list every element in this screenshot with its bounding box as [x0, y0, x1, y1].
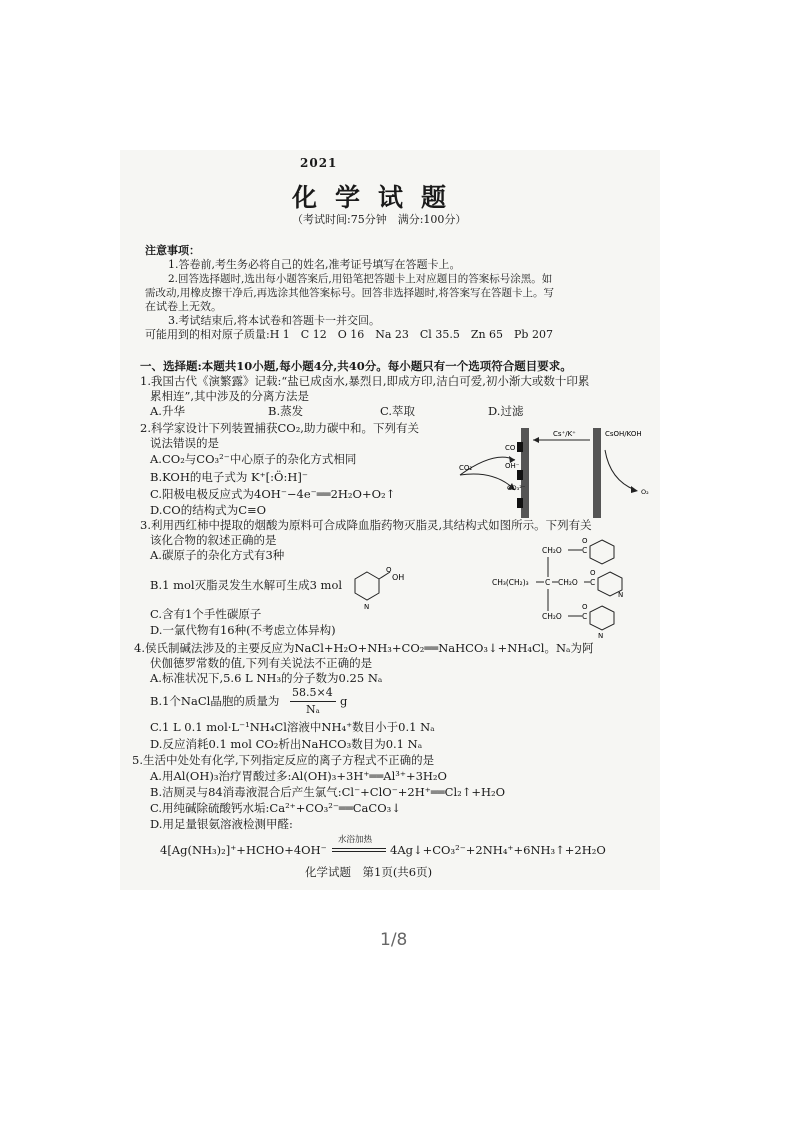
- q4-option-a: A.标准状况下,5.6 L NH₃的分子数为0.25 Nₐ: [150, 671, 383, 685]
- q2-stem: 2.科学家设计下列装置捕获CO₂,助力碳中和。下列有关: [140, 421, 419, 435]
- q4-option-b: B.1个NaCl晶胞的质量为: [150, 694, 280, 708]
- oxygen-label: O: [582, 603, 588, 611]
- q2-option-d: D.CO的结构式为C≡O: [150, 503, 267, 517]
- page-footer: 化学试题 第1页(共6页): [305, 865, 433, 879]
- q2-stem: 说法错误的是: [150, 436, 219, 450]
- oxygen-label: O: [590, 569, 596, 577]
- pyridine-ring: [590, 540, 614, 564]
- q5-equation-left: 4[Ag(NH₃)₂]⁺+HCHO+4OH⁻: [160, 843, 327, 857]
- exam-year: 2021: [300, 156, 338, 170]
- pyridine-ring: [590, 606, 614, 630]
- ch2o-label: CH₂O: [542, 612, 562, 621]
- page-title: 化学试题: [292, 183, 465, 212]
- q3-stem: 3.利用西红柿中提取的烟酸为原料可合成降血脂药物灭脂灵,其结构式如图所示。下列有关: [140, 518, 592, 532]
- arrow-head: [631, 486, 638, 493]
- q3-option-b: B.1 mol灭脂灵发生水解可生成3 mol: [150, 578, 343, 592]
- ch2o-label: CH₂O: [558, 578, 578, 587]
- q2-option-a: A.CO₂与CO₃²⁻中心原子的杂化方式相同: [150, 452, 357, 466]
- q2-option-c: C.阳极电极反应式为4OH⁻−4e⁻══2H₂O+O₂↑: [150, 487, 396, 501]
- notice-item: 在试卷上无效。: [145, 300, 222, 313]
- ch2o-label: CH₂O: [542, 546, 562, 555]
- hydroxyl-label: OH: [392, 573, 405, 582]
- notice-item: 3.考试结束后,将本试卷和答题卡一并交回。: [168, 314, 380, 327]
- q4-fraction-denominator: Nₐ: [306, 703, 320, 716]
- notice-item: 2.回答选择题时,选出每小题答案后,用铅笔把答题卡上对应题目的答案标号涂黑。如: [168, 273, 553, 285]
- q5-option-a: A.用Al(OH)₃治疗胃酸过多:Al(OH)₃+3H⁺══Al³⁺+3H₂O: [150, 769, 447, 783]
- q1-option-c: C.萃取: [380, 404, 416, 418]
- notice-item: 1.答卷前,考生务必将自己的姓名,准考证号填写在答题卡上。: [168, 258, 461, 271]
- q4-unit: g: [340, 694, 348, 708]
- quaternary-carbon-label: C: [545, 578, 551, 587]
- q2-option-b: B.KOH的电子式为 K⁺[:Ö:H]⁻: [150, 470, 308, 484]
- electrode-block: [517, 442, 523, 452]
- q5-equation-right: 4Ag↓+CO₃²⁻+2NH₄⁺+6NH₃↑+2H₂O: [390, 843, 606, 857]
- exam-subtitle: （考试时间:75分钟 满分:100分）: [292, 213, 467, 226]
- q5-equation-condition: 水浴加热: [338, 835, 373, 845]
- q4-stem: 伏伽德罗常数的值,下列有关说法不正确的是: [150, 656, 373, 670]
- q1-option-d: D.过滤: [488, 404, 524, 418]
- q1-option-a: A.升华: [150, 404, 185, 418]
- q1-stem: 1.我国古代《演繁露》记载:“盐已成卤水,暴烈日,即成方印,洁白可爱,初小渐大或数十印累: [140, 374, 590, 388]
- electrolysis-device-figure: [455, 420, 665, 520]
- electrode-block: [517, 498, 523, 508]
- electrode-block: [517, 470, 523, 480]
- nitrogen-label: N: [618, 591, 624, 599]
- q5-option-b: B.洁厕灵与84消毒液混合后产生氯气:Cl⁻+ClO⁻+2H⁺══Cl₂↑+H₂O: [150, 785, 506, 799]
- alkyl-chain-label: CH₃(CH₂)₃: [492, 578, 529, 587]
- co2-label: CO₂: [459, 464, 473, 472]
- cation-label: Cs⁺/K⁺: [553, 430, 576, 438]
- carbon-label: C: [582, 546, 588, 555]
- notice-heading: 注意事项：: [145, 244, 200, 257]
- q1-stem: 累相连”,其中涉及的分离方法是: [150, 389, 310, 403]
- nicotinic-acid-structure: [352, 564, 412, 614]
- nitrogen-label: N: [364, 603, 370, 611]
- electrolyte-label: CsOH/KOH: [605, 430, 642, 438]
- q5-stem: 5.生活中处处有化学,下列指定反应的离子方程式不正确的是: [132, 753, 435, 767]
- q4-fraction-numerator: 58.5×4: [292, 686, 333, 699]
- arrow-head: [533, 437, 539, 443]
- q3-stem: 该化合物的叙述正确的是: [150, 533, 277, 547]
- atomic-masses: 可能用到的相对原子质量:H 1 C 12 O 16 Na 23 Cl 35.5 Zn 65 Pb 207: [145, 328, 553, 341]
- q4-option-c: C.1 L 0.1 mol·L⁻¹NH₄Cl溶液中NH₄⁺数目小于0.1 Nₐ: [150, 720, 435, 734]
- co3-label: CO₃²⁻: [507, 484, 526, 492]
- q4-option-d: D.反应消耗0.1 mol CO₂析出NaHCO₃数目为0.1 Nₐ: [150, 737, 423, 751]
- q4-stem: 4.侯氏制碱法涉及的主要反应为NaCl+H₂O+NH₃+CO₂══NaHCO₃↓+NH₄Cl。Nₐ为阿: [134, 641, 594, 655]
- q3-option-c: C.含有1个手性碳原子: [150, 607, 262, 621]
- co-label: CO: [505, 444, 516, 452]
- section-heading: 一、选择题:本题共10小题,每小题4分,共40分。每小题只有一个选项符合题目要求。: [140, 359, 572, 373]
- q3-option-a: A.碳原子的杂化方式有3种: [150, 548, 285, 562]
- o2-label: O₂: [641, 488, 649, 496]
- q5-option-d: D.用足量银氨溶液检测甲醛:: [150, 817, 293, 831]
- o2-outflow-arrow: [605, 450, 635, 490]
- q1-option-b: B.蒸发: [268, 404, 304, 418]
- notice-item: 需改动,用橡皮擦干净后,再选涂其他答案标号。回答非选择题时,将答案写在答题卡上。写: [145, 287, 555, 299]
- reaction-equals-line: [332, 851, 386, 852]
- q5-option-c: C.用纯碱除硫酸钙水垢:Ca²⁺+CO₃²⁻══CaCO₃↓: [150, 801, 401, 815]
- nitrogen-label: N: [598, 632, 604, 640]
- carbon-label: C: [590, 578, 596, 587]
- oh-label: OH⁻: [505, 462, 520, 470]
- page-indicator: 1/8: [380, 930, 408, 950]
- lipid-drug-structure: [490, 535, 660, 640]
- pyridine-ring: [355, 572, 379, 600]
- carbon-label: C: [582, 612, 588, 621]
- fraction-bar: [290, 701, 336, 702]
- oxygen-label: O: [386, 566, 392, 574]
- oxygen-label: O: [582, 537, 588, 545]
- q3-option-d: D.一氯代物有16种(不考虑立体异构): [150, 623, 336, 637]
- reaction-equals-line: [332, 848, 386, 849]
- anode-electrode: [593, 428, 601, 518]
